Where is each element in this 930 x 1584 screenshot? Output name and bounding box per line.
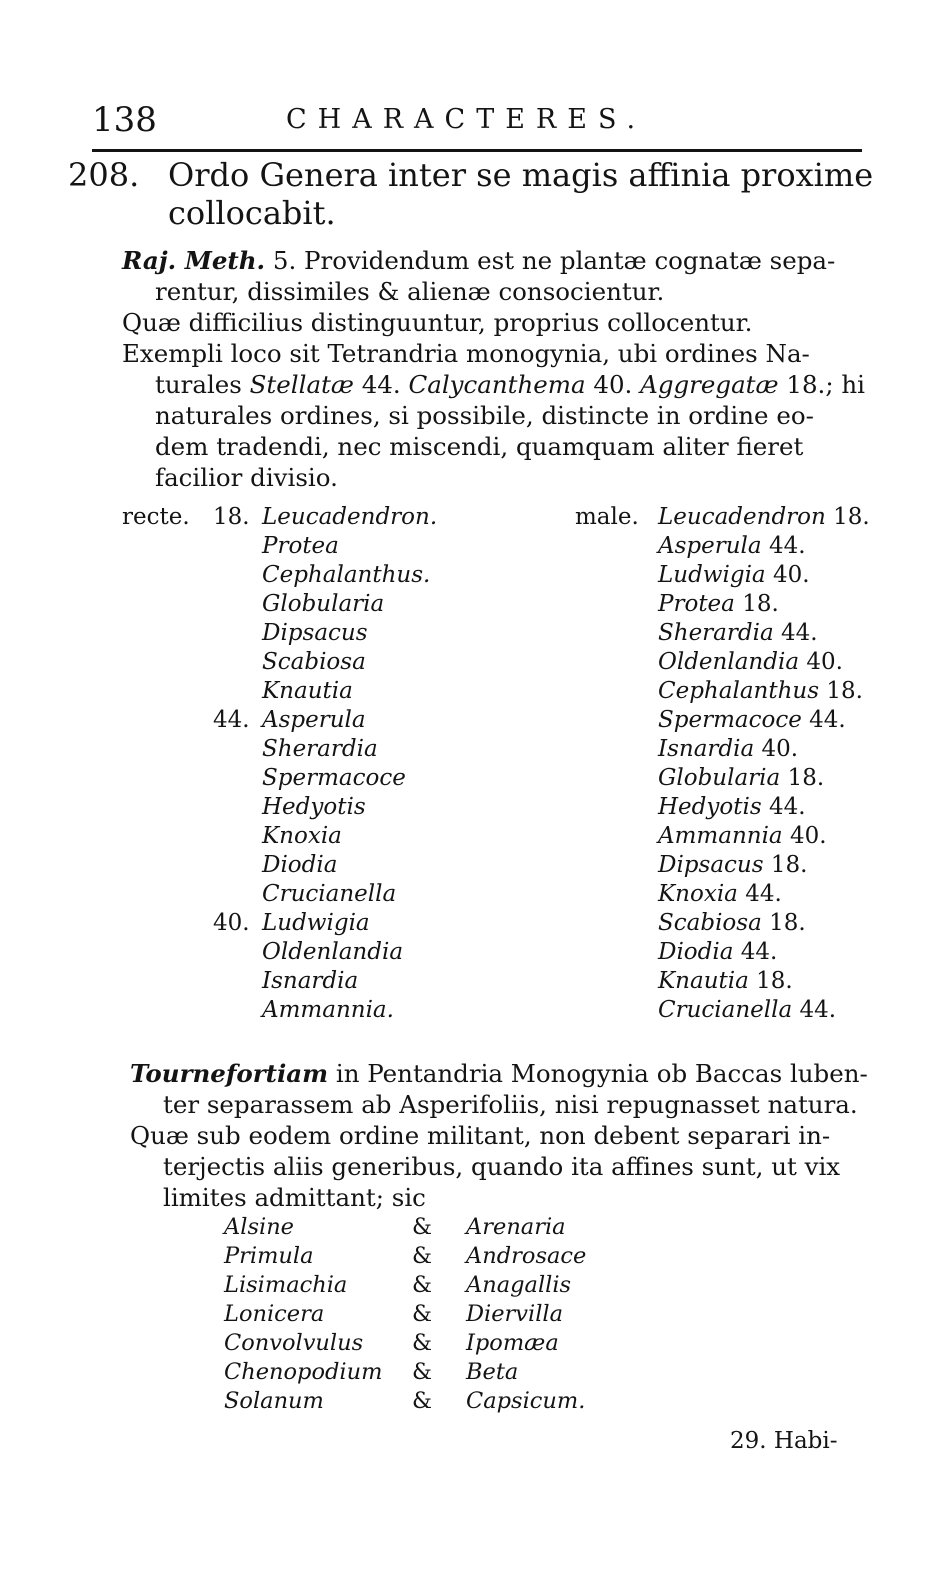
genus-name: Oldenlandia xyxy=(262,939,404,965)
paragraph-line: ter separassem ab Asperifoliis, nisi repugnasset natura. xyxy=(163,1090,858,1119)
group-number: 18. xyxy=(769,910,806,936)
pair-right: Androsace xyxy=(466,1243,587,1269)
genus-name: Dipsacus xyxy=(262,620,368,646)
paragraph-line xyxy=(155,369,865,400)
paragraph-line: limites admittant; sic xyxy=(163,1183,426,1212)
paragraph-line xyxy=(130,1058,868,1089)
male-row xyxy=(658,533,806,559)
pair-left: Lisimachia xyxy=(224,1272,348,1298)
group-number: 18. xyxy=(826,678,863,704)
genus-name: Asperula xyxy=(262,707,366,733)
genus-name: Globularia xyxy=(658,765,781,791)
pair-connector: & xyxy=(412,1301,433,1327)
genus-name: Diodia xyxy=(658,939,734,965)
male-row xyxy=(658,591,779,617)
text-run-italic: Aggregatæ xyxy=(640,370,779,399)
male-row xyxy=(658,649,843,675)
male-row xyxy=(658,910,806,936)
page-number: 138 xyxy=(92,100,157,140)
genus-name: Sherardia xyxy=(262,736,378,762)
genus-name: Leucadendron xyxy=(658,504,826,530)
genus-name: Isnardia xyxy=(262,968,359,994)
male-row xyxy=(658,794,806,820)
genus-name: Cephalanthus xyxy=(658,678,820,704)
paragraph-line: Quæ difficilius distinguuntur, proprius collocentur. xyxy=(122,308,753,337)
group-number: 44. xyxy=(781,620,818,646)
group-number: 44. xyxy=(768,794,806,820)
male-row xyxy=(658,939,777,965)
male-row xyxy=(658,620,818,646)
male-label: male. xyxy=(575,504,639,530)
pair-right: Arenaria xyxy=(466,1214,566,1240)
genus-name: Ammannia xyxy=(658,823,783,849)
male-row xyxy=(658,707,846,733)
male-row xyxy=(658,881,782,907)
group-number: 44. xyxy=(745,881,782,907)
male-row xyxy=(658,678,863,704)
header-rule xyxy=(92,149,862,152)
genus-name: Scabiosa xyxy=(262,649,366,675)
paragraph-line: terjectis aliis generibus, quando ita affines sunt, ut vix xyxy=(163,1152,841,1181)
pair-right: Ipomæa xyxy=(466,1330,559,1356)
genus-name: Hedyotis xyxy=(262,794,366,820)
pair-left: Convolvulus xyxy=(224,1330,364,1356)
group-number: 18. xyxy=(770,852,808,878)
paragraph-text: in Pentandria Monogynia ob Baccas luben- xyxy=(328,1059,868,1088)
pair-connector: & xyxy=(412,1330,433,1356)
male-row xyxy=(658,504,870,530)
paragraph-line: rentur, dissimiles & alienæ consocientur. xyxy=(155,277,665,306)
pair-connector: & xyxy=(412,1359,433,1385)
pair-right: Diervilla xyxy=(466,1301,564,1327)
pair-right: Capsicum. xyxy=(466,1388,586,1414)
genus-name: Cephalanthus. xyxy=(262,562,431,588)
catchword: 29. Habi- xyxy=(730,1428,838,1454)
male-row xyxy=(658,823,827,849)
genus-name: Scabiosa xyxy=(658,910,762,936)
group-number: 40. xyxy=(806,649,843,675)
genus-name: Ludwigia xyxy=(262,910,370,936)
genus-name: Globularia xyxy=(262,591,385,617)
group-number: 18. xyxy=(756,968,793,994)
text-run-italic: Calycanthema xyxy=(408,370,586,399)
group-number: 44. xyxy=(809,707,846,733)
genus-name: Knautia xyxy=(658,968,749,994)
genus-name: Sherardia xyxy=(658,620,774,646)
genus-name: Oldenlandia xyxy=(658,649,800,675)
group-number: 40. xyxy=(789,823,827,849)
group-number: 44. xyxy=(740,939,778,965)
running-head: CHARACTERES. xyxy=(286,104,647,135)
aphorism-line: Ordo Genera inter se magis affinia proxime xyxy=(168,156,874,194)
recte-label: recte. xyxy=(122,504,190,530)
group-number: 40. xyxy=(761,736,799,762)
genus-name: Knoxia xyxy=(658,881,738,907)
genus-name: Crucianella xyxy=(262,881,397,907)
pair-left: Lonicera xyxy=(224,1301,325,1327)
genus-name: Spermacoce xyxy=(262,765,406,791)
genus-name: Ludwigia xyxy=(658,562,766,588)
group-number: 18. xyxy=(213,504,250,530)
paragraph-line xyxy=(122,245,835,276)
pair-right: Anagallis xyxy=(466,1272,572,1298)
genus-name: Hedyotis xyxy=(658,794,762,820)
paragraph-line: naturales ordines, si possibile, distincte in ordine eo- xyxy=(155,401,814,430)
male-row xyxy=(658,968,793,994)
citation-ref: Raj. Meth. xyxy=(122,246,266,275)
genus-name: Diodia xyxy=(262,852,338,878)
genus-name: Knautia xyxy=(262,678,353,704)
paragraph-line: Exempli loco sit Tetrandria monogynia, ubi ordines Na- xyxy=(122,339,810,368)
text-run: 40. xyxy=(585,370,641,399)
genus-name: Asperula xyxy=(658,533,762,559)
genus-name: Leucadendron. xyxy=(262,504,438,530)
pair-left: Solanum xyxy=(224,1388,324,1414)
genus-name: Knoxia xyxy=(262,823,342,849)
text-run: turales xyxy=(155,370,250,399)
pair-left: Chenopodium xyxy=(224,1359,383,1385)
group-number: 44. xyxy=(213,707,250,733)
pair-left: Alsine xyxy=(224,1214,294,1240)
group-number: 18. xyxy=(787,765,825,791)
group-number: 18. xyxy=(833,504,870,530)
pair-connector: & xyxy=(412,1388,433,1414)
genus-name: Isnardia xyxy=(658,736,755,762)
group-number: 44. xyxy=(799,997,837,1023)
male-row xyxy=(658,562,810,588)
group-number: 44. xyxy=(768,533,806,559)
genus-name: Protea xyxy=(262,533,339,559)
paragraph-line: Quæ sub eodem ordine militant, non debent separari in- xyxy=(130,1121,831,1150)
genus-name: Protea xyxy=(658,591,735,617)
male-row xyxy=(658,765,824,791)
aphorism-number: 208. xyxy=(68,156,140,194)
genus-name: Spermacoce xyxy=(658,707,802,733)
text-run: 44. xyxy=(353,370,409,399)
pair-connector: & xyxy=(412,1243,433,1269)
genus-name: Crucianella xyxy=(658,997,793,1023)
male-row xyxy=(658,736,798,762)
pair-connector: & xyxy=(412,1214,433,1240)
group-number: 40. xyxy=(213,910,250,936)
paragraph-line: facilior divisio. xyxy=(155,463,338,492)
text-run: 18.; hi xyxy=(778,370,865,399)
paragraph-text: 5. Providendum est ne plantæ cognatæ sepa- xyxy=(272,246,836,275)
group-number: 18. xyxy=(742,591,779,617)
male-row xyxy=(658,997,836,1023)
genus-name: Dipsacus xyxy=(658,852,764,878)
aphorism-line: collocabit. xyxy=(168,194,336,232)
genus-name: Ammannia. xyxy=(262,997,394,1023)
male-row xyxy=(658,852,807,878)
paragraph-line: dem tradendi, nec miscendi, quamquam aliter fieret xyxy=(155,432,804,461)
pair-connector: & xyxy=(412,1272,433,1298)
pair-right: Beta xyxy=(466,1359,519,1385)
citation-ref: Tournefortiam xyxy=(130,1059,329,1088)
group-number: 40. xyxy=(772,562,810,588)
text-run-italic: Stellatæ xyxy=(249,370,354,399)
pair-left: Primula xyxy=(224,1243,314,1269)
